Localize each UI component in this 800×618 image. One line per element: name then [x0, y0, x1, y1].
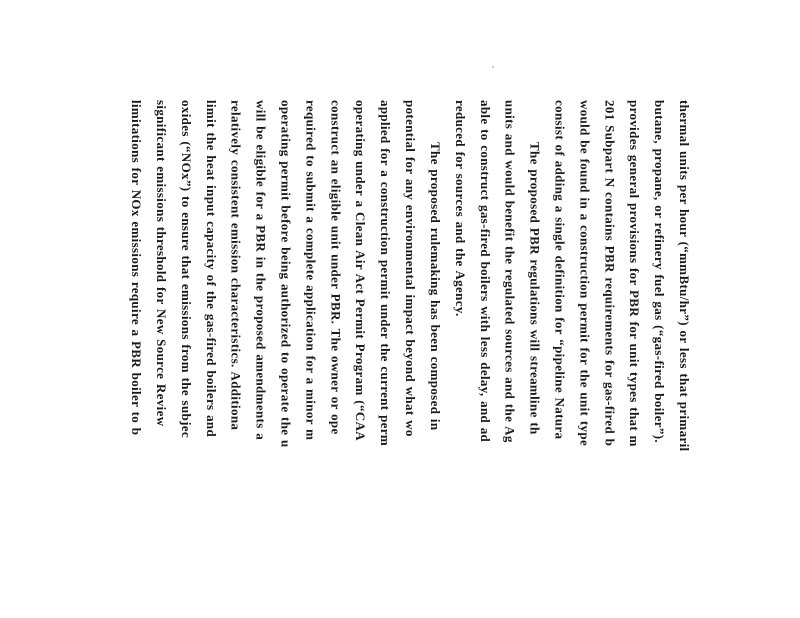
text-line-8: units and would benefit the regulated sources and the Ag — [502, 100, 518, 443]
text-line-13: applied for a construction permit under the current perm — [378, 100, 394, 447]
rotated-text-block — [116, 100, 696, 618]
text-line-16: required to submit a complete application for a minor m — [303, 100, 319, 441]
text-line-21: oxides (“NOx”) to ensure that emissions from the subjec — [178, 100, 194, 439]
text-line-5: would be found in a construction permit for the unit type — [577, 100, 593, 447]
text-line-3: provides general provisions for PBR for unit types that m — [627, 100, 643, 447]
text-line-7: The proposed PBR regulations will streamline th — [527, 142, 543, 435]
text-line-19: relatively consistent emission characteristics. Additiona — [228, 100, 244, 431]
text-line-14: operating under a Clean Air Act Permit Program (“CAA — [353, 100, 369, 442]
text-line-6: consist of adding a single definition for “pipeline Natura — [552, 100, 568, 440]
text-line-23: limitations for NOx emissions require a PBR boiler to b — [129, 100, 145, 436]
text-line-22: significant emissions threshold for New Source Review — [153, 100, 169, 427]
text-line-20: limit the heat input capacity of the gas-fired boilers and — [203, 100, 219, 438]
text-line-18: will be eligible for a PBR in the proposed amendments a — [253, 100, 269, 441]
text-line-2: butane, propane, or refinery fuel gas (“gas-fired boiler”). — [652, 100, 668, 444]
text-line-12: potential for any environmental impact beyond what wo — [403, 100, 419, 437]
text-line-4: 201 Subpart N contains PBR requirements for gas-fired b — [602, 100, 618, 447]
text-line-1: thermal units per hour (“mmBtu/hr”) or less that primaril — [677, 100, 692, 452]
text-line-9: able to construct gas-fired boilers with less delay, and ad — [477, 100, 493, 443]
text-line-10: reduced for sources and the Agency. — [452, 100, 468, 317]
text-line-11: The proposed rulemaking has been composed in — [427, 142, 443, 431]
scan-speck — [492, 66, 494, 68]
text-line-15: construct an eligible unit under PBR. The owner or ope — [328, 100, 344, 435]
text-line-17: operating permit before being authorized to operate the u — [278, 100, 294, 448]
